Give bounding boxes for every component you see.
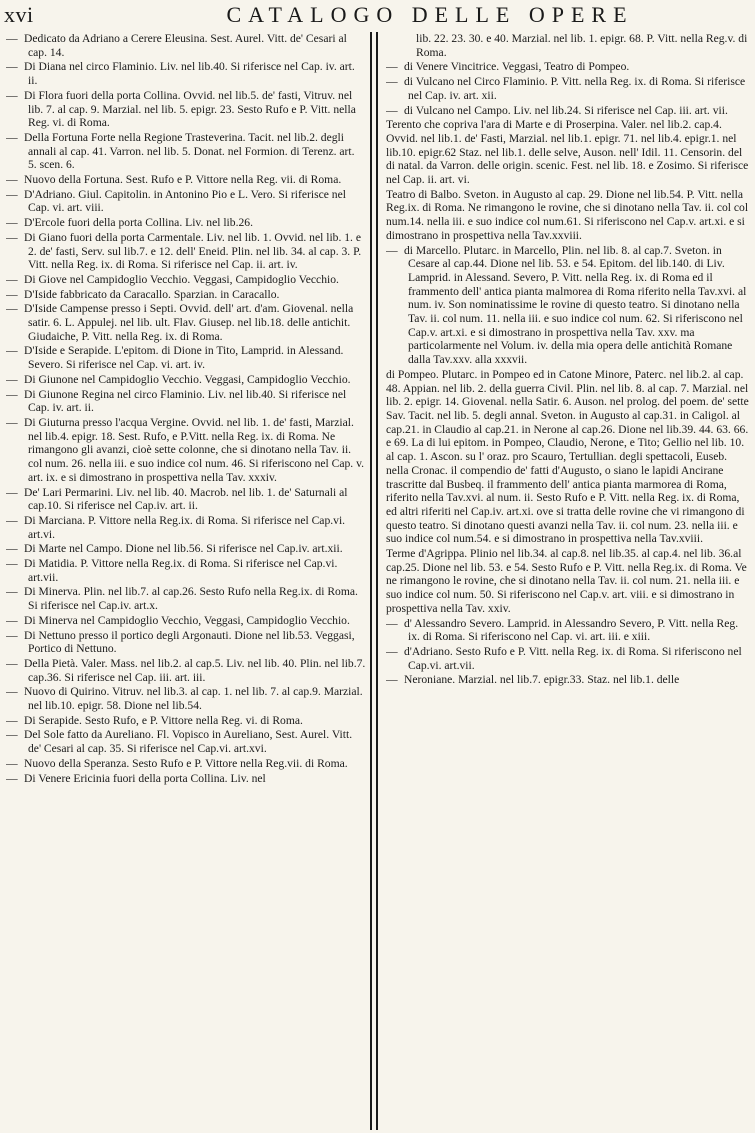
entry-dash-mark: — <box>386 243 398 257</box>
catalog-entry <box>6 173 366 187</box>
entry-text: Della Pietà. Valer. Mass. nel lib.2. al cap.5. Liv. nel lib. 40. Plin. nel lib.7. cap.36. Si riferisce nel Cap. iii. art. iii. <box>24 656 366 684</box>
page-folio: xvi <box>4 2 34 27</box>
entry-text: D'Iside Campense presso i Septi. Ovvid. dell' art. d'am. Giovenal. nella satir. 6. L. Appulej. nel lib. ult. Flav. Giusep. nel lib.18. delle antichit. Giudaiche, P. Vitt. nella Reg. ix. di Roma. <box>24 302 354 343</box>
entry-dash-mark: — <box>386 75 398 89</box>
catalog-entry <box>6 188 366 215</box>
right-column <box>386 32 750 1132</box>
catalog-entry <box>6 757 366 771</box>
entry-text: Teatro di Balbo. Sveton. in Augusto al cap. 29. Dione nel lib.54. P. Vitt. nella Reg.ix. di Roma. Ne rimangono le rovine, che si dinotano nella Tav. ii. col col num.14. nella iii. e suo indice col num.61. Si riferiscono nel Cap.v. art.xi. e si dimostrano in prospettiva nella Tav.xxviii. <box>386 187 749 242</box>
entry-text: Nuovo della Speranza. Sesto Rufo e P. Vittore nella Reg.vii. di Roma. <box>24 756 348 770</box>
entry-text: Neroniane. Marzial. nel lib.7. epigr.33. Staz. nel lib.1. delle <box>404 673 680 687</box>
entry-dash-mark: — <box>6 656 18 670</box>
entry-text: Di Marte nel Campo. Dione nel lib.56. Si riferisce nel Cap.iv. art.xii. <box>24 542 343 556</box>
entry-text: Di Diana nel circo Flaminio. Liv. nel lib.40. Si riferisce nel Cap. iv. art. ii. <box>24 60 355 88</box>
entry-dash-mark: — <box>6 771 18 785</box>
entry-dash-mark: — <box>6 88 18 102</box>
page-title: CATALOGO DELLE OPERE <box>226 2 634 27</box>
entry-text: Di Minerva nel Campidoglio Vecchio, Veggasi, Campidoglio Vecchio. <box>24 613 350 627</box>
catalog-entry <box>386 244 750 367</box>
entry-dash-mark: — <box>6 557 18 571</box>
catalog-entry <box>386 118 750 187</box>
catalog-entry <box>386 75 750 102</box>
entry-dash-mark: — <box>6 728 18 742</box>
catalog-entry <box>386 645 750 672</box>
entry-text: Di Serapide. Sesto Rufo, e P. Vittore nella Reg. vi. di Roma. <box>24 713 303 727</box>
catalog-entry <box>6 486 366 513</box>
catalog-entry <box>6 388 366 415</box>
catalog-entry <box>6 231 366 272</box>
catalog-entry <box>6 557 366 584</box>
catalog-entry <box>6 302 366 343</box>
catalog-entry <box>6 614 366 628</box>
entry-text: Di Giuturna presso l'acqua Vergine. Ovvid. nel lib. 1. de' fasti, Marzial. nel lib.4. epigr. 18. Sest. Rufo, e P.Vitt. nella Reg. ix. di Roma. Ne rimangono gli avanzi, cioè sette colonne, che si dinotano nella Tav. ii. col num. 26. nella iii. e suo indice col num. 46. Si riferiscono nel Cap. v. art. ix. e si dimostrano in prospettiva nella Tav. xxxiv. <box>24 415 365 484</box>
entry-text: di Pompeo. Plutarc. in Pompeo ed in Catone Minore, Paterc. nel lib.2. al cap. 48. Appian. nel lib. 2. della guerra Civil. Plin. nel lib. 8. al cap. 7. Marzial. nel lib. 2. epigr. 14. Giovenal. nella Satir. 6. Auson. nel prolog. del poem. de' sette Sav. Tacit. nel lib. 5. degli annal. Sveton. in Augusto al cap.31. in Caligol. al cap.21. in Claudio al cap.21. in Nerone al cap.26. Dione nel lib.39. 44. 63. 66. e 69. La di lui epitom. in Pompeo, Claudio, Nerone, e Tito; Gellio nel lib. 10. al cap. 1. Ascon. su l' oraz. pro Scauro, Tertullian. degli spettacoli, Euseb. nella Cronac. il compendio de' fatti d'Augusto, o siano le lapidi Ancirane trascritte dal Busbeq. il frammento dell' antica pianta marmorea di Roma, riferito nella Tav.xvi. al num. ii. Sesto Rufo e P. Vitt. nella Reg. ix. di Roma, ed altri riferiti nel Cap.iv. art.xi. ove si tratta delle rovine che vi rimangono di questo teatro. Si dinotano questi avanzi nella Tav. ii. col num. 23. nella iii. e suo indice col num.54. e si dimostrano in prospettiva nella Tav.xviii. <box>386 367 749 546</box>
entry-text: Di Marciana. P. Vittore nella Reg.ix. di Roma. Si riferisce nel Cap.vi. art.vi. <box>24 513 346 541</box>
column-divider <box>370 32 378 1130</box>
entry-dash-mark: — <box>6 628 18 642</box>
catalog-entry <box>6 273 366 287</box>
entry-dash-mark: — <box>6 173 18 187</box>
entry-text: Di Giunone Regina nel circo Flaminio. Liv. nel lib.40. Si riferisce nel Cap. iv. art. ii. <box>24 387 347 415</box>
entry-text: di Marcello. Plutarc. in Marcello, Plin. nel lib. 8. al cap.7. Sveton. in Cesare al cap.44. Dione nel lib. 53. e 54. Epitom. del lib.140. di Liv. Lamprid. in Alessand. Severo, P. Vitt. nella Reg. ix. di Roma ed il frammento dell' antica pianta malmorea di Roma riferito nella Tav.xvi. al num. iv. Son nominatissime le rovine di questo teatro. Si dinotano nella Tav. ii. col num. 11. nella iii. e suo indice col num. 62. Si riferiscono nel Cap.v. art.xi. e si dimostrano in prospettiva nella Tav. xxv. ma particolarmente nel Volum. iv. della mia opera delle antichità Romane dalla Tav.xxv. alla xxxvii. <box>404 243 747 367</box>
catalog-entry <box>6 288 366 302</box>
entry-text: Terento che copriva l'ara di Marte e di Proserpina. Valer. nel lib.2. cap.4. Ovvid. nel lib.1. de' Fasti, Marzial. nel lib.1. epigr. 71. nel lib.4. epigr.1. nel lib.10. epigr.62 Staz. nel lib.1. delle selve, Auson. nell' Idil. 11. Censorin. del di natal. da Varron. delle origin. scenic. Fest. nel lib. 18. e Zosimo. Si riferisce nel Cap. ii. art. vi. <box>386 118 749 187</box>
entry-dash-mark: — <box>6 344 18 358</box>
entry-dash-mark: — <box>6 542 18 556</box>
entry-text: Di Minerva. Plin. nel lib.7. al cap.26. Sesto Rufo nella Reg.ix. di Roma. Si riferisce nel Cap.iv. art.x. <box>24 585 358 613</box>
entry-dash-mark: — <box>386 616 398 630</box>
entry-text: Terme d'Agrippa. Plinio nel lib.34. al cap.8. nel lib.35. al cap.4. nel lib. 36.al cap.25. Dione nel lib. 53. e 54. Sesto Rufo e P. Vitt. nella Reg.ix. di Roma. Ve ne rimangono le rovine, che si dinotano nella Tav. ii. col num. 21. nella iii. e suo indice col num. 50. Si riferiscono nel Cap.v. art. viii. e si dimostrano in prospettiva nella Tav. xxiv. <box>386 547 747 615</box>
catalog-entry <box>386 617 750 644</box>
entry-text: Della Fortuna Forte nella Regione Trasteverina. Tacit. nel lib.2. degli annali al cap. 41. Varron. nel lib. 5. Donat. nel Formion. di Terenz. art. 5. scen. 6. <box>24 130 355 172</box>
catalog-entry <box>6 772 366 786</box>
catalog-entry <box>6 373 366 387</box>
entry-dash-mark: — <box>6 585 18 599</box>
entry-dash-mark: — <box>6 287 18 301</box>
catalog-entry <box>6 32 366 59</box>
catalog-entry <box>6 542 366 556</box>
entry-dash-mark: — <box>6 513 18 527</box>
entry-dash-mark: — <box>6 272 18 286</box>
entry-text: D'Ercole fuori della porta Collina. Liv. nel lib.26. <box>24 216 253 230</box>
catalog-entry <box>6 685 366 712</box>
catalog-entry <box>6 89 366 130</box>
entry-text: Di Flora fuori della porta Collina. Ovvid. nel lib.5. de' fasti, Vitruv. nel lib. 7. al cap. 9. Marzial. nel lib. 5. epigr. 23. Sesto Rufo e P. Vitt. nella Reg. vi. di Roma. <box>24 88 356 130</box>
entry-text: Nuovo della Fortuna. Sest. Rufo e P. Vittore nella Reg. vii. di Roma. <box>24 173 342 187</box>
entry-dash-mark: — <box>6 387 18 401</box>
entry-dash-mark: — <box>386 644 398 658</box>
catalog-entry <box>6 131 366 172</box>
left-column <box>6 32 366 1132</box>
entry-text: Nuovo di Quirino. Vitruv. nel lib.3. al cap. 1. nel lib. 7. al cap.9. Marzial. nel lib.10. epigr. 58. Dione nel lib.54. <box>24 685 363 713</box>
catalog-entry <box>6 216 366 230</box>
entry-text: D'Adriano. Giul. Capitolin. in Antonino Pio e L. Vero. Si riferisce nel Cap. vi. art. viii. <box>24 187 346 215</box>
entry-text: d' Alessandro Severo. Lamprid. in Alessandro Severo, P. Vitt. nella Reg. ix. di Roma. Si riferiscono nel Cap. vi. art. iii. e xiii. <box>404 616 739 644</box>
entry-text: D'Iside fabbricato da Caracallo. Sparzian. in Caracallo. <box>24 287 280 301</box>
continued-entry: lib. 22. 23. 30. e 40. Marzial. nel lib. 1. epigr. 68. P. Vitt. nella Reg.v. di Roma. <box>416 32 748 59</box>
catalog-entry <box>6 657 366 684</box>
entry-text: di Venere Vincitrice. Veggasi, Teatro di Pompeo. <box>404 60 630 74</box>
entry-text: d'Adriano. Sesto Rufo e P. Vitt. nella Reg. ix. di Roma. Si riferiscono nel Cap.vi. art.vii. <box>404 644 742 672</box>
entry-text: Di Giunone nel Campidoglio Vecchio. Veggasi, Campidoglio Vecchio. <box>24 372 351 386</box>
catalog-entry <box>386 188 750 243</box>
entry-text: Del Sole fatto da Aureliano. Fl. Vopisco in Aureliano, Sest. Aurel. Vitt. de' Cesari al cap. 35. Si riferisce nel Cap.vi. art.xvi. <box>24 728 353 756</box>
entry-dash-mark: — <box>6 130 18 144</box>
catalog-entry <box>386 673 750 687</box>
entry-dash-mark: — <box>6 685 18 699</box>
entry-text: Di Giove nel Campidoglio Vecchio. Veggasi, Campidoglio Vecchio. <box>24 272 339 286</box>
entry-text: Di Venere Ericinia fuori della porta Collina. Liv. nel <box>24 771 266 785</box>
catalog-entry <box>6 60 366 87</box>
entry-dash-mark: — <box>6 485 18 499</box>
entry-dash-mark: — <box>6 372 18 386</box>
entry-dash-mark: — <box>6 187 18 201</box>
entry-text: Di Nettuno presso il portico degli Argonauti. Dione nel lib.53. Veggasi, Portico di Nettuno. <box>24 628 355 656</box>
entry-dash-mark: — <box>6 216 18 230</box>
entry-dash-mark: — <box>386 673 398 687</box>
entry-text: De' Lari Permarini. Liv. nel lib. 40. Macrob. nel lib. 1. de' Saturnali al cap.10. Si riferisce nel Cap.iv. art. ii. <box>24 485 348 513</box>
entry-dash-mark: — <box>6 60 18 74</box>
entry-dash-mark: — <box>386 103 398 117</box>
catalog-entry <box>386 547 750 616</box>
catalog-entry <box>6 585 366 612</box>
catalog-entry <box>6 514 366 541</box>
catalog-entry <box>386 104 750 118</box>
catalog-entry <box>6 629 366 656</box>
entry-text: Dedicato da Adriano a Cerere Eleusina. Sest. Aurel. Vitt. de' Cesari al cap. 14. <box>24 32 347 59</box>
entry-dash-mark: — <box>6 302 18 316</box>
entry-dash-mark: — <box>6 415 18 429</box>
catalog-entry <box>6 344 366 371</box>
entry-dash-mark: — <box>6 756 18 770</box>
entry-text: di Vulcano nel Circo Flaminio. P. Vitt. nella Reg. ix. di Roma. Si riferisce nel Cap. iv. art. xii. <box>404 75 746 102</box>
entry-dash-mark: — <box>6 613 18 627</box>
entry-text: di Vulcano nel Campo. Liv. nel lib.24. Si riferisce nel Cap. iii. art. vii. <box>404 103 728 117</box>
catalog-entry <box>386 368 750 546</box>
catalog-entry <box>6 714 366 728</box>
entry-text: D'Iside e Serapide. L'epitom. di Dione in Tito, Lamprid. in Alessand. Severo. Si riferisce nel Cap. vi. art. iv. <box>24 344 344 372</box>
catalog-entry <box>6 416 366 485</box>
catalog-entry <box>386 60 750 74</box>
entry-dash-mark: — <box>6 230 18 244</box>
entry-dash-mark: — <box>6 713 18 727</box>
entry-text: Di Matidia. P. Vittore nella Reg.ix. di Roma. Si riferisce nel Cap.vi. art.vii. <box>24 557 338 584</box>
entry-text: Di Giano fuori della porta Carmentale. Liv. nel lib. 1. Ovvid. nel lib. 1. e 2. de' fasti, Serv. sul lib.7. e 12. dell' Eneid. Plin. nel lib. 34. al cap. 3. P. Vitt. nella Reg. ix. di Roma. Si riferisce nel Cap. ii. art. iv. <box>24 230 362 272</box>
entry-dash-mark: — <box>386 60 398 74</box>
catalog-entry <box>6 728 366 755</box>
entry-dash-mark: — <box>6 32 18 45</box>
